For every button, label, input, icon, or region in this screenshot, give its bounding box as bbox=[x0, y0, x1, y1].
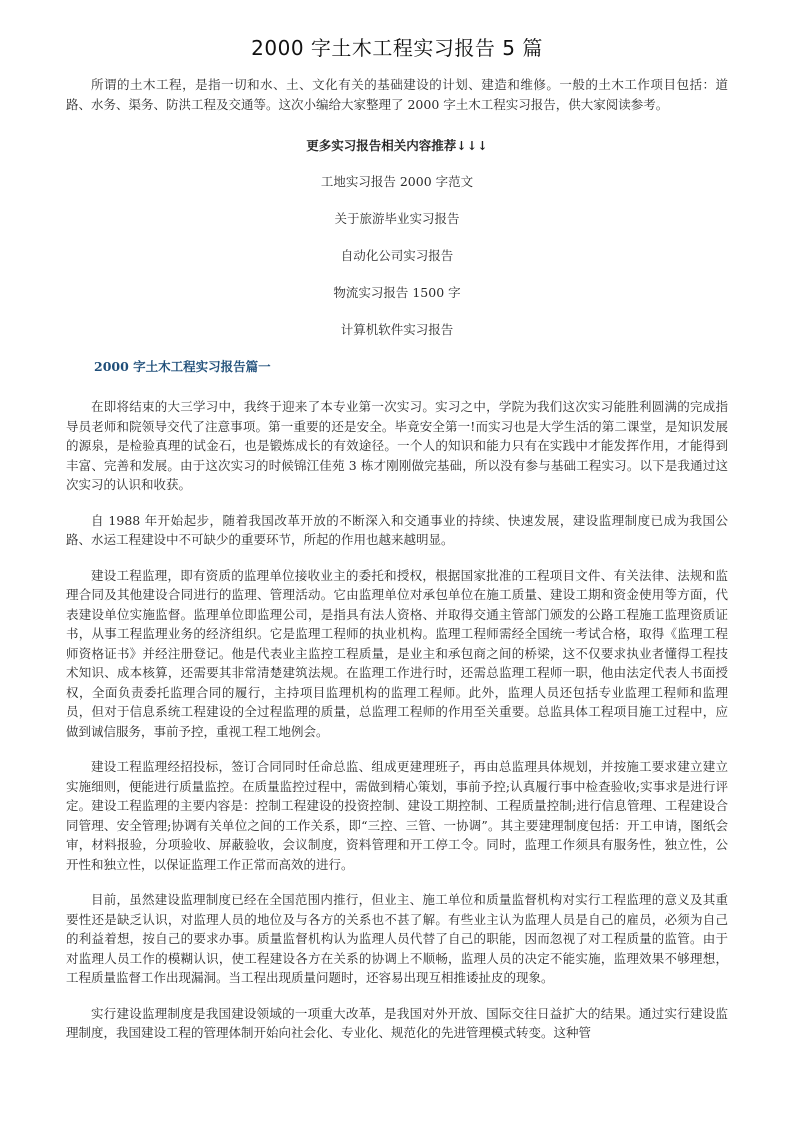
body-paragraph: 自 1988 年开始起步，随着我国改革开放的不断深入和交通事业的持续、快速发展，建设监理制度已成为我国公路、水运工程建设中不可缺少的重要环节，所起的作用也越来越明显。 bbox=[66, 512, 728, 547]
recommend-link-2[interactable]: 关于旅游毕业实习报告 bbox=[334, 211, 460, 226]
recommend-link-3[interactable]: 自动化公司实习报告 bbox=[340, 248, 454, 263]
recommend-heading: 更多实习报告相关内容推荐↓↓↓ bbox=[306, 138, 488, 153]
recommend-item bbox=[66, 320, 728, 339]
recommend-link-list bbox=[66, 172, 728, 339]
recommend-item bbox=[66, 209, 728, 228]
recommend-link-1[interactable]: 工地实习报告 2000 字范文 bbox=[320, 174, 474, 189]
recommend-link-4[interactable]: 物流实习报告 1500 字 bbox=[333, 285, 461, 300]
body-paragraph: 建设工程监理，即有资质的监理单位接收业主的委托和授权，根据国家批准的工程项目文件、有关法律、法规和监理合同及其他建设合同进行的监理、管理活动。它由监理单位对承包单位在施工质量、建设工期和资金使用等方面，代表建设单位实施监督。监理单位即监理公司，是指具有法人资格、并取得交通主管部门颁发的公路工程施工监理资质证书，从事工程监理业务的经济组织。它是监理工程师的执业机构。监理工程师需经全国统一考试合格，取得《监理工程师资格证书》并经注册登记。他是代表业主监控工程质量，是业主和承包商之间的桥梁，这不仅要求执业者懂得工程技术知识、成本核算，还需要其非常清楚建筑法规。在监理工作进行时，还需总监理工程师一职，他由法定代表人书面授权，全面负责委托监理合同的履行，主持项目监理机构的监理工程师。此外，监理人员还包括专业监理工程师和监理员，但对于信息系统工程建设的全过程监理的质量，总监理工程师的作用至关重要。总监具体工程项目施工过程中，应做到诚信服务，事前予控，重视工程工地例会。 bbox=[66, 567, 728, 739]
body-paragraph: 建设工程监理经招投标，签订合同同时任命总监、组成更建理班子，再由总监理具体规划，并按施工要求建立建立实施细则，便能进行质量监控。在质量监控过程中，需做到精心策划，事前予控;认真履行事中检查验收;实事求是进行评定。建设工程监理的主要内容是：控制工程建设的投资控制、建设工期控制、工程质量控制;进行信息管理、工程建设合同管理、安全管理;协调有关单位之间的工作关系，即“三控、三管、一协调”。其主要建理制度包括：开工申请，图纸会审，材料报验，分项验收、屏蔽验收，会议制度，资料管理和开工停工令。同时，监理工作须具有服务性，独立性，公开性和独立性，以保证监理工作正常而高效的进行。 bbox=[66, 759, 728, 872]
page-title: 2000 字土木工程实习报告 5 篇 bbox=[251, 36, 543, 60]
recommend-item bbox=[66, 172, 728, 191]
body-paragraph: 在即将结束的大三学习中，我终于迎来了本专业第一次实习。实习之中，学院为我们这次实习能胜利圆满的完成指导员老师和院领导交代了注意事项。第一重要的还是安全。毕竟安全第一!而实习也是大学生活的第二课堂，是知识发展的源泉，是检验真理的试金石，也是锻炼成长的有效途径。一个人的知识和能力只有在实践中才能发挥作用，才能得到丰富、完善和发展。由于这次实习的时候锦江佳苑 3 栋才刚刚做完基础，所以没有参与基础工程实习。以下是我通过这次实习的认识和收获。 bbox=[66, 399, 728, 492]
body-paragraph: 目前，虽然建设监理制度已经在全国范围内推行，但业主、施工单位和质量监督机构对实行工程监理的意义及其重要性还是缺乏认识，对监理人员的地位及与各方的关系也不甚了解。有些业主认为监理人员是自己的雇员，必须为自己的利益着想，按自己的要求办事。质量监督机构认为监理人员代替了自己的职能，因而忽视了对工程质量的监管。由于对监理人员工作的模糊认识，使工程建设各方在关系的协调上不顺畅，监理人员的决定不能实施，监理效果不够理想，工程质量监督工作出现漏洞。当工程出现质量问题时，还容易出现互相推诿扯皮的现象。 bbox=[66, 892, 728, 985]
intro-paragraph: 所谓的土木工程，是指一切和水、土、文化有关的基础建设的计划、建造和维修。一般的土木工作项目包括：道路、水务、渠务、防洪工程及交通等。这次小编给大家整理了 2000 字土木工程实习报告，供大家阅读参考。 bbox=[66, 77, 728, 112]
body-paragraph: 实行建设监理制度是我国建设领域的一项重大改革，是我国对外开放、国际交往日益扩大的结果。通过实行建设监理制度，我国建设工程的管理体制开始向社会化、专业化、规范化的先进管理模式转变。这种管 bbox=[66, 1005, 728, 1040]
section-heading: 2000 字土木工程实习报告篇一 bbox=[94, 359, 271, 374]
recommend-item bbox=[66, 246, 728, 265]
recommend-item bbox=[66, 283, 728, 302]
recommend-link-5[interactable]: 计算机软件实习报告 bbox=[340, 322, 454, 337]
